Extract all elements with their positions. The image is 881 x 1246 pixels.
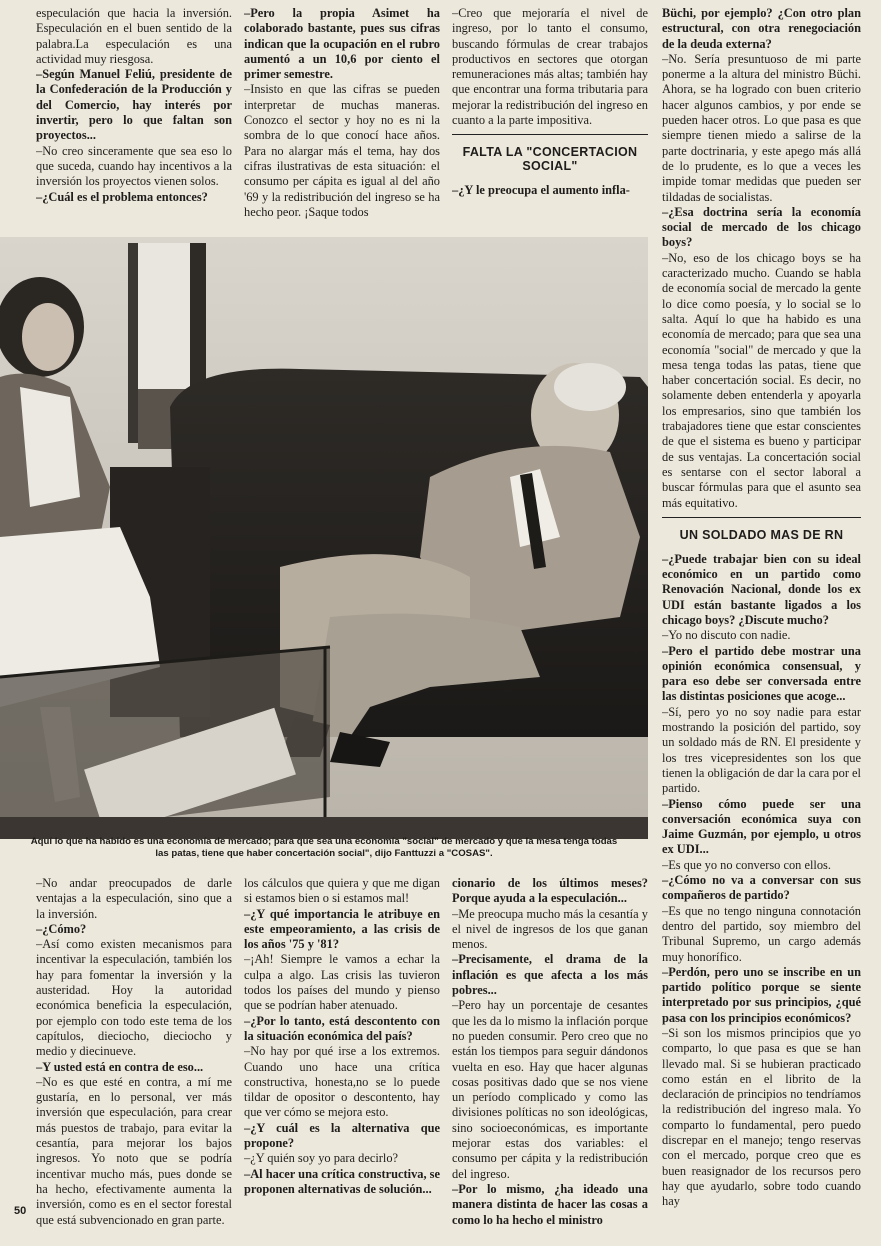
section-heading: UN SOLDADO MAS DE RN	[679, 527, 844, 542]
answer-paragraph: –Me preocupa mucho más la cesantía y el nivel de ingresos de los que ganan menos.	[452, 906, 648, 952]
answer-paragraph: –No hay por qué irse a los extremos. Cuando uno hace una crítica constructiva, honesta,no se lo puede tildar de opositor o descontento, hay que ver cómo se mejora esto.	[244, 1044, 440, 1120]
question-paragraph: –Al hacer una crítica constructiva, se proponen alternativas de solución...	[244, 1166, 440, 1196]
question-paragraph: Büchi, por ejemplo? ¿Con otro plan estructural, con otra renegociación de la deuda externa?	[662, 6, 861, 51]
answer-paragraph: –No creo sinceramente que sea eso lo que suceda, cuando hay incentivos a la inversión los proyectos vienen solos.	[36, 143, 232, 189]
photo-caption: Aquí lo que ha habido es una economía de mercado; para que sea una economía "social" de mercado y que la mesa tenga todas las patas, tiene que haber concertación social", dijo Fanttuzzi a "COSAS".	[30, 836, 618, 859]
question-paragraph: –¿Puede trabajar bien con su ideal económico en un partido como Renovación Nacional, donde los ex UDI están bastante ligados a los chicago boys? ¿Discute mucho?	[662, 551, 861, 627]
answer-paragraph: –No, eso de los chicago boys se ha caracterizado mucho. Cuando se habla de economía social de mercado la gente lo dice como poesía, y lo social se lo salta. Aquí lo que ha habido es una economía de mercado; para que sea una economía "social" de mercado y que la mesa tenga todas las patas, tiene que haber concertación social. Es decir, no solamente deben entenderla y apoyarla los empresarios, sino que también los trabajadores tiene que estar conscientes de que el sistema es bueno y participar de sus ventajas. La concertación social es sentarse con el sector laboral a buscar fórmulas para que el asunto sea más equitativo.	[662, 250, 861, 510]
question-paragraph: –Según Manuel Feliú, presidente de la Confederación de la Producción y del Comercio, hay interés por invertir, pero lo que faltan son proyectos...	[36, 67, 232, 143]
answer-paragraph: –No. Sería presuntuoso de mi parte ponerme a la altura del ministro Büchi. Ahora, se ha logrado con buen criterio hacer algunos cambios, y por ende se pueden hacer otros. Lo que pasa es que siempre tienen miedo a salirse de la parte doctrinaria, y este apego más allá de lo prudente, es lo que a veces les impide tomar medidas que pueden ser tildadas de socialistas.	[662, 51, 861, 204]
answer-paragraph: –Creo que mejoraría el nivel de ingreso, por lo tanto el consumo, buscando fórmulas de crear trabajos productivos en sectores que otorgan remuneraciones más altas; también hay que encontrar una forma tributaria para mejorar la redistribución del ingreso en cuanto a la parte impositiva.	[452, 6, 648, 128]
question-paragraph: –Precisamente, el drama de la inflación es que afecta a los más pobres...	[452, 952, 648, 998]
answer-paragraph: –No es que esté en contra, a mí me gustaría, en lo personal, ver más inversión que especulación, para crear más puestos de trabajo, para evitar la cesantía, para mejorar los bajos ingresos. Yo noto que se podría incentivar mucho más, pues donde se ha hecho, efectivamente aumenta la inversión, como es en el sector forestal que está subvencionado en gran parte.	[36, 1074, 232, 1227]
answer-paragraph: –¿Y quién soy yo para decirlo?	[244, 1151, 399, 1166]
answer-paragraph: –Si son los mismos principios que yo comparto, lo que pasa es que se han llevado mal. Si se hubieran practicado como están en el librito de la declaración de principios no tendríamos la redistribución del ingreso mala. Yo comparto lo fundamental, pero puedo discrepar en el manejo; tengo reservas con el mercado, porque creo que es buen reasignador de los recursos pero hay que ayudarlo, sobre todo cuando hay	[662, 1026, 861, 1209]
question-paragraph: –Perdón, pero uno se inscribe en un partido político porque se siente interpretado por sus principios, ¿qué pasa con los principios económicos?	[662, 964, 861, 1025]
answer-paragraph: los cálculos que quiera y que me digan si estamos bien o si estamos mal!	[244, 876, 440, 906]
question-paragraph: –¿Cuál es el problema entonces?	[36, 189, 208, 204]
page-number: 50	[14, 1205, 27, 1217]
column-a-top	[36, 6, 232, 234]
column-b-bottom	[244, 876, 440, 1238]
question-paragraph: –¿Y qué importancia le atribuye en este empeoramiento, a las crisis de los años '75 y '81?	[244, 906, 440, 952]
question-paragraph: –¿Cómo?	[36, 921, 87, 936]
question-paragraph: –Pero el partido debe mostrar una opinión económica consensual, y para eso debe ser conversada entre las distintas posiciones que acoge...	[662, 643, 861, 704]
answer-paragraph: –Es que yo no converso con ellos.	[662, 857, 831, 872]
question-paragraph: –Pienso cómo puede ser una conversación económica suya con Jaime Guzmán, por ejemplo, u otros ex UDI...	[662, 796, 861, 857]
question-paragraph: –Y usted está en contra de eso...	[36, 1059, 204, 1074]
column-b-top	[244, 6, 440, 234]
answer-paragraph: –¡Ah! Siempre le vamos a echar la culpa a algo. Las crisis las tuvieron todos los países del mundo y pienso que se podrían haber atenuado.	[244, 952, 440, 1013]
question-paragraph: –¿Por lo tanto, está descontento con la situación económica del país?	[244, 1013, 440, 1043]
column-d	[662, 6, 861, 1240]
question-paragraph: –¿Esa doctrina sería la economía social de mercado de los chicago boys?	[662, 204, 861, 250]
photo-illustration	[0, 237, 648, 839]
column-a-bottom	[36, 876, 232, 1238]
answer-paragraph: –Insisto en que las cifras se pueden interpretar de muchas maneras. Conozco el sector y hoy no es ni la sombra de lo que conocí hace años. Para no alargar más el tema, hay dos cifras ilustrativas de esta situación: el consumo per cápita es igual al del año '69 y la redistribución del ingreso se ha hecho peor. ¡Saque todos	[244, 82, 440, 219]
answer-paragraph: –Es que no tengo ninguna connotación dentro del partido, soy miembro del Tribunal Supremo, un cargo además muy honorífico.	[662, 903, 861, 964]
question-paragraph: –Pero la propia Asimet ha colaborado bastante, pues sus cifras indican que la ocupación en el rubro aumentó a un 10,6 por ciento el primer semestre.	[244, 6, 440, 82]
section-rule	[662, 517, 861, 518]
column-c-bottom	[452, 876, 648, 1238]
column-c-top	[452, 6, 648, 234]
question-paragraph: –¿Y le preocupa el aumento infla-	[452, 183, 630, 198]
answer-paragraph: –Yo no discuto con nadie.	[662, 628, 791, 643]
question-paragraph: –Por lo mismo, ¿ha ideado una manera distinta de hacer las cosas a como lo ha hecho el ministro	[452, 1181, 648, 1227]
section-rule	[452, 134, 648, 135]
answer-paragraph: especulación que hacia la inversión. Especulación en el buen sentido de la palabra.La especulación es una actividad muy riesgosa.	[36, 6, 232, 66]
question-paragraph: –¿Cómo no va a conversar con sus compañeros de partido?	[662, 873, 861, 903]
answer-paragraph: –Pero hay un porcentaje de cesantes que les da lo mismo la inflación porque no pueden consumir. Pero creo que no están los tiempos para seguir dándonos vuelta en eso. Hay que hacer algunas cosas positivas dado que se nos viene un período complicado y como las divisiones políticas no son ideológicas, sino socioeconómicas, es importante mejorar estas dos variables: el consumo per cápita y la redistribución del ingreso.	[452, 998, 648, 1181]
answer-paragraph: –No andar preocupados de darle ventajas a la especulación, sino que a la inversión.	[36, 876, 232, 921]
question-paragraph: –¿Y cuál es la alternativa que propone?	[244, 1120, 440, 1151]
answer-paragraph: –Así como existen mecanismos para incentivar la especulación, también los hay para fomentar la inversión y la austeridad. Hoy la autoridad económica beneficia la especulación, por ejemplo con todo este tema de los capítulos, dieciocho, dieciocho y medio y diecinueve.	[36, 937, 232, 1059]
question-paragraph: cionario de los últimos meses? Porque ayuda a la especulación...	[452, 876, 648, 906]
section-heading: FALTA LA "CONCERTACION SOCIAL"	[462, 145, 638, 174]
answer-paragraph: –Sí, pero yo no soy nadie para estar mostrando la posición del partido, soy un soldado más de RN. El presidente y los tres vicepresidentes son los que tienen la obligación de dar la cara por el partido.	[662, 704, 861, 796]
interview-photo	[0, 237, 648, 839]
